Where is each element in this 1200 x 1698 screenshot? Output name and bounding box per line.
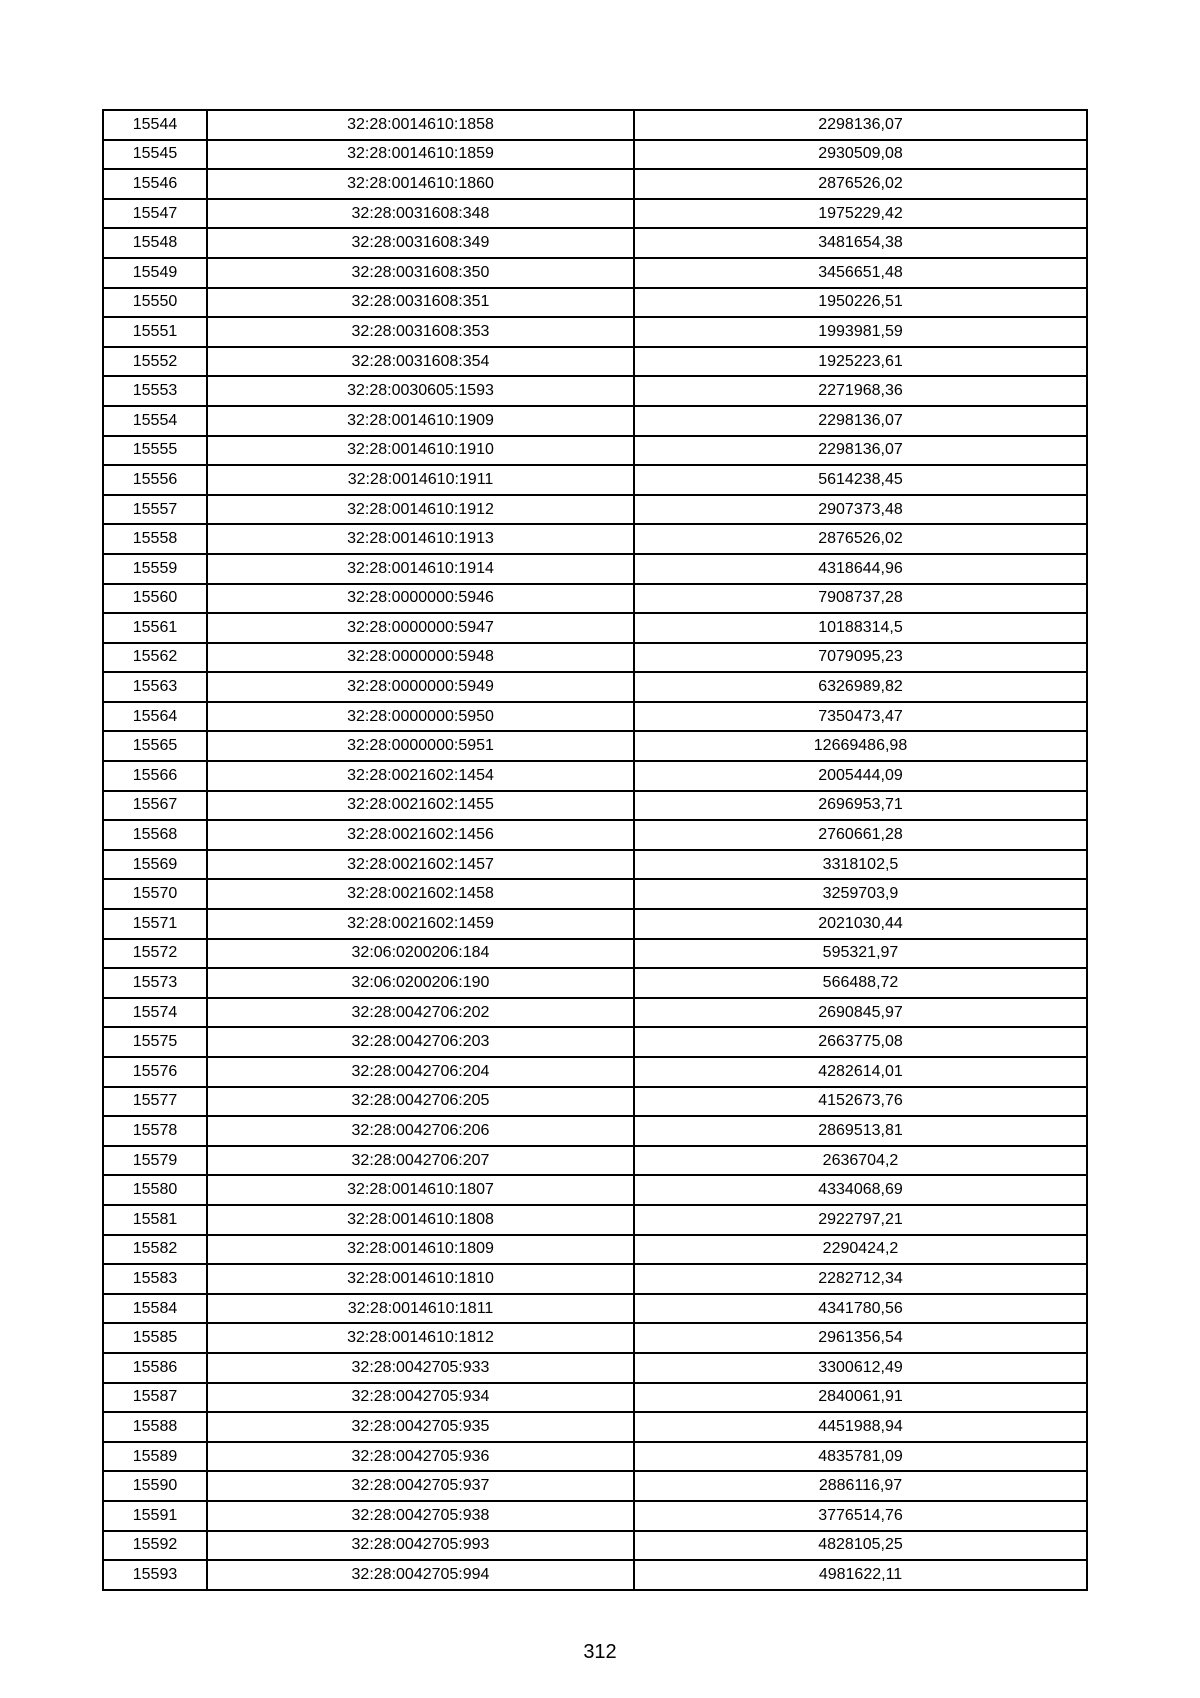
- row-number-cell: 15566: [103, 761, 207, 791]
- table-row: [103, 702, 1087, 732]
- registry-table-body: [103, 110, 1087, 1590]
- value-cell: 7350473,47: [634, 702, 1087, 732]
- table-row: [103, 998, 1087, 1028]
- table-row: [103, 939, 1087, 969]
- cadastral-number-cell: 32:28:0031608:353: [207, 317, 634, 347]
- value-cell: 7908737,28: [634, 584, 1087, 614]
- cadastral-number-cell: 32:28:0014610:1912: [207, 495, 634, 525]
- value-cell: 1975229,42: [634, 199, 1087, 229]
- row-number-cell: 15582: [103, 1235, 207, 1265]
- cadastral-number-cell: 32:28:0014610:1807: [207, 1175, 634, 1205]
- cadastral-number-cell: 32:28:0042705:938: [207, 1501, 634, 1531]
- value-cell: 3259703,9: [634, 879, 1087, 909]
- value-cell: 2636704,2: [634, 1146, 1087, 1176]
- table-row: [103, 258, 1087, 288]
- table-row: [103, 376, 1087, 406]
- row-number-cell: 15592: [103, 1531, 207, 1561]
- cadastral-number-cell: 32:28:0042706:206: [207, 1116, 634, 1146]
- row-number-cell: 15562: [103, 643, 207, 673]
- row-number-cell: 15584: [103, 1294, 207, 1324]
- value-cell: 7079095,23: [634, 643, 1087, 673]
- value-cell: 2961356,54: [634, 1323, 1087, 1353]
- value-cell: 4828105,25: [634, 1531, 1087, 1561]
- row-number-cell: 15560: [103, 584, 207, 614]
- cadastral-number-cell: 32:28:0000000:5951: [207, 731, 634, 761]
- row-number-cell: 15552: [103, 347, 207, 377]
- table-row: [103, 1383, 1087, 1413]
- cadastral-number-cell: 32:28:0014610:1909: [207, 406, 634, 436]
- row-number-cell: 15573: [103, 968, 207, 998]
- value-cell: 3456651,48: [634, 258, 1087, 288]
- cadastral-number-cell: 32:28:0000000:5947: [207, 613, 634, 643]
- cadastral-number-cell: 32:28:0031608:351: [207, 288, 634, 318]
- row-number-cell: 15569: [103, 850, 207, 880]
- table-row: [103, 1531, 1087, 1561]
- value-cell: 2876526,02: [634, 169, 1087, 199]
- value-cell: 2876526,02: [634, 524, 1087, 554]
- row-number-cell: 15575: [103, 1027, 207, 1057]
- cadastral-number-cell: 32:06:0200206:190: [207, 968, 634, 998]
- value-cell: 1993981,59: [634, 317, 1087, 347]
- value-cell: 2886116,97: [634, 1471, 1087, 1501]
- row-number-cell: 15588: [103, 1412, 207, 1442]
- cadastral-number-cell: 32:28:0042706:204: [207, 1057, 634, 1087]
- value-cell: 595321,97: [634, 939, 1087, 969]
- table-row: [103, 1471, 1087, 1501]
- row-number-cell: 15583: [103, 1264, 207, 1294]
- cadastral-number-cell: 32:28:0031608:348: [207, 199, 634, 229]
- table-row: [103, 288, 1087, 318]
- value-cell: 4451988,94: [634, 1412, 1087, 1442]
- table-row: [103, 436, 1087, 466]
- value-cell: 6326989,82: [634, 672, 1087, 702]
- row-number-cell: 15591: [103, 1501, 207, 1531]
- value-cell: 2696953,71: [634, 791, 1087, 821]
- row-number-cell: 15557: [103, 495, 207, 525]
- row-number-cell: 15589: [103, 1442, 207, 1472]
- table-row: [103, 791, 1087, 821]
- cadastral-number-cell: 32:28:0042705:935: [207, 1412, 634, 1442]
- cadastral-number-cell: 32:28:0014610:1914: [207, 554, 634, 584]
- row-number-cell: 15546: [103, 169, 207, 199]
- value-cell: 4981622,11: [634, 1560, 1087, 1590]
- cadastral-number-cell: 32:28:0000000:5950: [207, 702, 634, 732]
- cadastral-number-cell: 32:28:0042706:203: [207, 1027, 634, 1057]
- row-number-cell: 15579: [103, 1146, 207, 1176]
- row-number-cell: 15545: [103, 140, 207, 170]
- row-number-cell: 15581: [103, 1205, 207, 1235]
- row-number-cell: 15554: [103, 406, 207, 436]
- value-cell: 2907373,48: [634, 495, 1087, 525]
- row-number-cell: 15585: [103, 1323, 207, 1353]
- row-number-cell: 15571: [103, 909, 207, 939]
- table-row: [103, 1442, 1087, 1472]
- value-cell: 4341780,56: [634, 1294, 1087, 1324]
- value-cell: 2298136,07: [634, 436, 1087, 466]
- cadastral-number-cell: 32:28:0000000:5948: [207, 643, 634, 673]
- cadastral-number-cell: 32:28:0031608:350: [207, 258, 634, 288]
- table-row: [103, 584, 1087, 614]
- table-row: [103, 1087, 1087, 1117]
- table-row: [103, 406, 1087, 436]
- cadastral-number-cell: 32:28:0030605:1593: [207, 376, 634, 406]
- cadastral-number-cell: 32:28:0021602:1457: [207, 850, 634, 880]
- value-cell: 2298136,07: [634, 110, 1087, 140]
- cadastral-number-cell: 32:28:0014610:1809: [207, 1235, 634, 1265]
- value-cell: 12669486,98: [634, 731, 1087, 761]
- cadastral-number-cell: 32:28:0014610:1910: [207, 436, 634, 466]
- cadastral-number-cell: 32:28:0000000:5946: [207, 584, 634, 614]
- row-number-cell: 15590: [103, 1471, 207, 1501]
- table-row: [103, 1205, 1087, 1235]
- row-number-cell: 15559: [103, 554, 207, 584]
- row-number-cell: 15551: [103, 317, 207, 347]
- row-number-cell: 15544: [103, 110, 207, 140]
- table-row: [103, 1146, 1087, 1176]
- row-number-cell: 15576: [103, 1057, 207, 1087]
- table-row: [103, 968, 1087, 998]
- value-cell: 4152673,76: [634, 1087, 1087, 1117]
- value-cell: 4334068,69: [634, 1175, 1087, 1205]
- row-number-cell: 15555: [103, 436, 207, 466]
- table-row: [103, 643, 1087, 673]
- table-row: [103, 850, 1087, 880]
- row-number-cell: 15570: [103, 879, 207, 909]
- value-cell: 4282614,01: [634, 1057, 1087, 1087]
- row-number-cell: 15567: [103, 791, 207, 821]
- table-row: [103, 1501, 1087, 1531]
- cadastral-number-cell: 32:28:0014610:1808: [207, 1205, 634, 1235]
- table-row: [103, 672, 1087, 702]
- row-number-cell: 15549: [103, 258, 207, 288]
- table-row: [103, 731, 1087, 761]
- row-number-cell: 15577: [103, 1087, 207, 1117]
- table-row: [103, 465, 1087, 495]
- table-row: [103, 1116, 1087, 1146]
- value-cell: 2690845,97: [634, 998, 1087, 1028]
- cadastral-number-cell: 32:28:0042706:202: [207, 998, 634, 1028]
- cadastral-number-cell: 32:28:0042705:933: [207, 1353, 634, 1383]
- cadastral-number-cell: 32:28:0021602:1454: [207, 761, 634, 791]
- row-number-cell: 15563: [103, 672, 207, 702]
- cadastral-number-cell: 32:28:0014610:1858: [207, 110, 634, 140]
- table-row: [103, 524, 1087, 554]
- cadastral-number-cell: 32:28:0014610:1911: [207, 465, 634, 495]
- cadastral-number-cell: 32:28:0031608:354: [207, 347, 634, 377]
- value-cell: 10188314,5: [634, 613, 1087, 643]
- table-row: [103, 140, 1087, 170]
- cadastral-number-cell: 32:28:0014610:1860: [207, 169, 634, 199]
- table-row: [103, 761, 1087, 791]
- value-cell: 5614238,45: [634, 465, 1087, 495]
- table-row: [103, 1057, 1087, 1087]
- cadastral-number-cell: 32:28:0042706:207: [207, 1146, 634, 1176]
- value-cell: 4835781,09: [634, 1442, 1087, 1472]
- row-number-cell: 15593: [103, 1560, 207, 1590]
- row-number-cell: 15548: [103, 228, 207, 258]
- table-row: [103, 909, 1087, 939]
- cadastral-number-cell: 32:28:0021602:1455: [207, 791, 634, 821]
- table-row: [103, 1175, 1087, 1205]
- table-row: [103, 1294, 1087, 1324]
- row-number-cell: 15565: [103, 731, 207, 761]
- cadastral-number-cell: 32:28:0014610:1811: [207, 1294, 634, 1324]
- page-number: 312: [583, 1641, 617, 1663]
- value-cell: 2922797,21: [634, 1205, 1087, 1235]
- table-row: [103, 879, 1087, 909]
- cadastral-number-cell: 32:28:0042705:994: [207, 1560, 634, 1590]
- value-cell: 4318644,96: [634, 554, 1087, 584]
- value-cell: 2005444,09: [634, 761, 1087, 791]
- row-number-cell: 15586: [103, 1353, 207, 1383]
- row-number-cell: 15561: [103, 613, 207, 643]
- row-number-cell: 15578: [103, 1116, 207, 1146]
- table-row: [103, 1560, 1087, 1590]
- table-row: [103, 110, 1087, 140]
- table-row: [103, 169, 1087, 199]
- table-row: [103, 495, 1087, 525]
- cadastral-number-cell: 32:28:0042706:205: [207, 1087, 634, 1117]
- value-cell: 3481654,38: [634, 228, 1087, 258]
- row-number-cell: 15572: [103, 939, 207, 969]
- row-number-cell: 15553: [103, 376, 207, 406]
- table-row: [103, 199, 1087, 229]
- table-row: [103, 1235, 1087, 1265]
- cadastral-number-cell: 32:28:0031608:349: [207, 228, 634, 258]
- registry-table: [102, 109, 1088, 1591]
- row-number-cell: 15556: [103, 465, 207, 495]
- value-cell: 3776514,76: [634, 1501, 1087, 1531]
- value-cell: 3318102,5: [634, 850, 1087, 880]
- row-number-cell: 15580: [103, 1175, 207, 1205]
- cadastral-number-cell: 32:28:0021602:1456: [207, 820, 634, 850]
- table-row: [103, 1353, 1087, 1383]
- row-number-cell: 15558: [103, 524, 207, 554]
- table-row: [103, 317, 1087, 347]
- value-cell: 2290424,2: [634, 1235, 1087, 1265]
- cadastral-number-cell: 32:28:0014610:1913: [207, 524, 634, 554]
- table-row: [103, 613, 1087, 643]
- cadastral-number-cell: 32:28:0042705:993: [207, 1531, 634, 1561]
- table-row: [103, 228, 1087, 258]
- cadastral-number-cell: 32:28:0021602:1459: [207, 909, 634, 939]
- row-number-cell: 15587: [103, 1383, 207, 1413]
- cadastral-number-cell: 32:28:0042705:936: [207, 1442, 634, 1472]
- cadastral-number-cell: 32:28:0014610:1812: [207, 1323, 634, 1353]
- table-row: [103, 1027, 1087, 1057]
- row-number-cell: 15547: [103, 199, 207, 229]
- value-cell: 566488,72: [634, 968, 1087, 998]
- table-row: [103, 347, 1087, 377]
- cadastral-number-cell: 32:06:0200206:184: [207, 939, 634, 969]
- table-row: [103, 1323, 1087, 1353]
- cadastral-number-cell: 32:28:0021602:1458: [207, 879, 634, 909]
- cadastral-number-cell: 32:28:0014610:1859: [207, 140, 634, 170]
- table-row: [103, 1264, 1087, 1294]
- value-cell: 1950226,51: [634, 288, 1087, 318]
- value-cell: 2930509,08: [634, 140, 1087, 170]
- table-row: [103, 554, 1087, 584]
- row-number-cell: 15550: [103, 288, 207, 318]
- value-cell: 2282712,34: [634, 1264, 1087, 1294]
- cadastral-number-cell: 32:28:0014610:1810: [207, 1264, 634, 1294]
- table-row: [103, 820, 1087, 850]
- value-cell: 2663775,08: [634, 1027, 1087, 1057]
- value-cell: 2760661,28: [634, 820, 1087, 850]
- value-cell: 1925223,61: [634, 347, 1087, 377]
- row-number-cell: 15564: [103, 702, 207, 732]
- cadastral-number-cell: 32:28:0000000:5949: [207, 672, 634, 702]
- value-cell: 2298136,07: [634, 406, 1087, 436]
- cadastral-number-cell: 32:28:0042705:934: [207, 1383, 634, 1413]
- row-number-cell: 15574: [103, 998, 207, 1028]
- value-cell: 2840061,91: [634, 1383, 1087, 1413]
- row-number-cell: 15568: [103, 820, 207, 850]
- value-cell: 2271968,36: [634, 376, 1087, 406]
- value-cell: 2869513,81: [634, 1116, 1087, 1146]
- value-cell: 3300612,49: [634, 1353, 1087, 1383]
- cadastral-number-cell: 32:28:0042705:937: [207, 1471, 634, 1501]
- table-row: [103, 1412, 1087, 1442]
- value-cell: 2021030,44: [634, 909, 1087, 939]
